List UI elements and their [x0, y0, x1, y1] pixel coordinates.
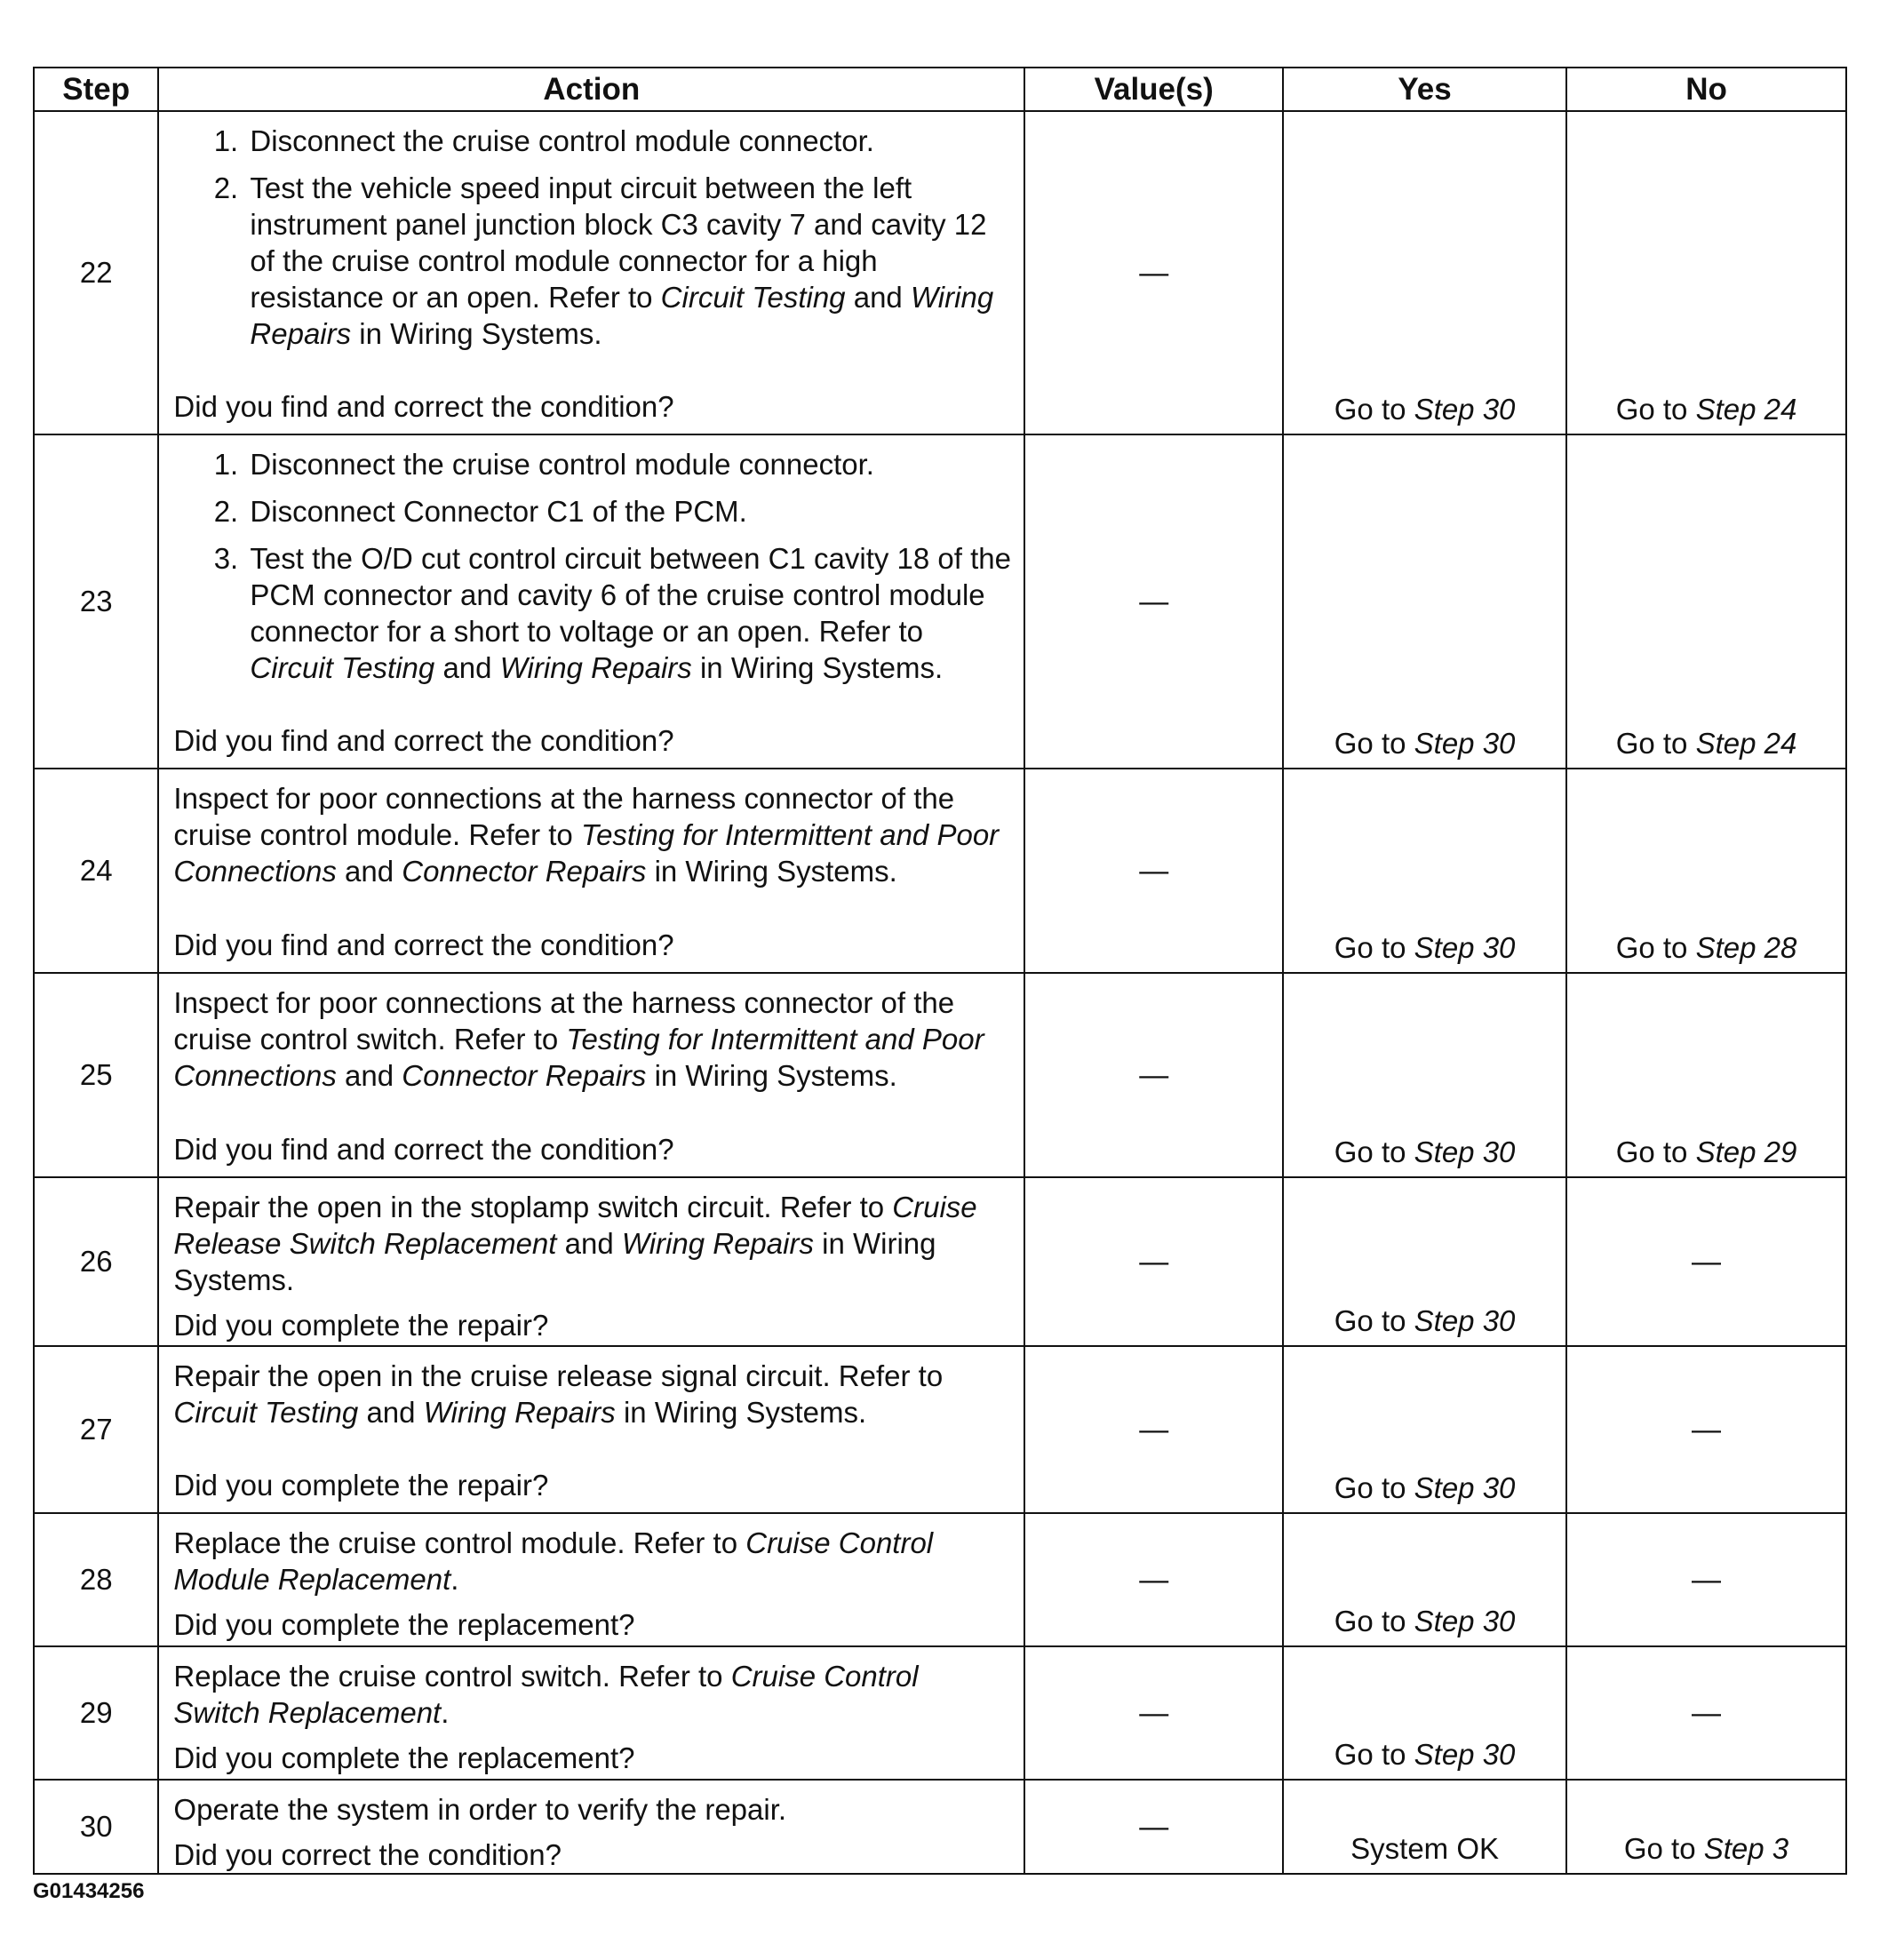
yes-text: Go to — [1334, 727, 1414, 760]
yes-cell — [1283, 434, 1566, 769]
action-cell — [158, 1177, 1024, 1346]
reference-link-text: Circuit Testing — [173, 1396, 359, 1429]
no-step-link[interactable]: Step 24 — [1695, 727, 1797, 760]
yes-cell — [1283, 1177, 1566, 1346]
action-question: Did you find and correct the condition? — [173, 724, 674, 757]
value-cell: — — [1024, 973, 1283, 1177]
yes-text: System OK — [1350, 1832, 1500, 1865]
step-number: 26 — [34, 1177, 158, 1346]
action-text: . — [441, 1696, 450, 1729]
table-row — [34, 1177, 1846, 1346]
no-cell — [1566, 1780, 1846, 1874]
no-text: Go to — [1615, 931, 1696, 964]
action-step-item — [246, 493, 1011, 530]
action-text: Repair the open in the cruise release signal circuit. Refer to — [173, 1359, 944, 1392]
action-steps-list — [173, 446, 1011, 686]
table-row — [34, 769, 1846, 973]
action-body — [173, 1658, 1011, 1731]
no-text: Go to — [1615, 1135, 1696, 1168]
no-step-link[interactable]: Step 3 — [1703, 1832, 1789, 1865]
action-cell — [158, 769, 1024, 973]
header-step: Step — [34, 68, 158, 111]
no-cell — [1566, 111, 1846, 434]
action-text: Inspect for poor connections at the harness connector of the cruise control switch. Refer to — [173, 986, 955, 1056]
action-text: in Wiring Systems. — [173, 1227, 936, 1296]
yes-text: Go to — [1334, 1738, 1414, 1771]
action-text: and — [358, 1396, 424, 1429]
reference-link-text: Wiring Repairs — [621, 1227, 814, 1260]
yes-cell — [1283, 1513, 1566, 1646]
action-step-item — [246, 170, 1011, 352]
table-row — [34, 973, 1846, 1177]
step-number: 30 — [34, 1780, 158, 1874]
step-number: 27 — [34, 1346, 158, 1513]
action-question: Did you complete the repair? — [173, 1469, 549, 1502]
step-number: 23 — [34, 434, 158, 769]
table-row — [34, 1513, 1846, 1646]
reference-link-text: Wiring Repairs — [423, 1396, 616, 1429]
action-cell — [158, 1346, 1024, 1513]
yes-text: Go to — [1334, 931, 1414, 964]
action-question: Did you find and correct the condition? — [173, 928, 674, 961]
action-text: in Wiring Systems. — [615, 1396, 867, 1429]
value-cell: — — [1024, 1780, 1283, 1874]
table-row — [34, 434, 1846, 769]
yes-cell — [1283, 769, 1566, 973]
action-text: and — [845, 281, 911, 314]
reference-link-text: Cruise Control Module Replacement — [173, 1526, 934, 1596]
no-cell-dash: — — [1566, 1513, 1846, 1646]
action-step-item — [246, 446, 1011, 482]
action-text: and — [336, 855, 402, 888]
action-step-item — [246, 540, 1011, 686]
action-steps-list — [173, 123, 1011, 352]
action-cell — [158, 1513, 1024, 1646]
no-text: Go to — [1615, 727, 1696, 760]
reference-link-text: Cruise Release Switch Replacement — [173, 1191, 977, 1260]
yes-text: Go to — [1334, 393, 1414, 426]
value-cell: — — [1024, 1346, 1283, 1513]
yes-step-link[interactable]: Step 30 — [1414, 931, 1516, 964]
action-text: and — [336, 1059, 402, 1092]
action-question: Did you find and correct the condition? — [173, 390, 674, 423]
action-body — [173, 1358, 1011, 1430]
step-number: 22 — [34, 111, 158, 434]
value-cell: — — [1024, 111, 1283, 434]
no-text: Go to — [1623, 1832, 1704, 1865]
header-yes: Yes — [1283, 68, 1566, 111]
table-body — [34, 111, 1846, 1874]
reference-link-text: Connector Repairs — [402, 1059, 647, 1092]
no-text: Go to — [1615, 393, 1696, 426]
action-cell — [158, 1646, 1024, 1780]
action-text: Test the O/D cut control circuit between C1 cavity 18 of the PCM connector and cavity 6 of the cruise control module connector for a short to voltage or an open. Refer to — [250, 542, 1011, 648]
reference-link-text: Circuit Testing — [250, 651, 435, 684]
table-row — [34, 111, 1846, 434]
yes-cell — [1283, 973, 1566, 1177]
action-cell — [158, 973, 1024, 1177]
action-body — [173, 780, 1011, 889]
no-cell-dash: — — [1566, 1177, 1846, 1346]
step-number: 29 — [34, 1646, 158, 1780]
no-cell — [1566, 769, 1846, 973]
yes-text: Go to — [1334, 1471, 1414, 1504]
yes-cell — [1283, 111, 1566, 434]
yes-text: Go to — [1334, 1304, 1414, 1337]
action-text: in Wiring Systems. — [646, 1059, 897, 1092]
reference-link-text: Testing for Intermittent and Poor Connections — [173, 818, 1000, 888]
yes-text: Go to — [1334, 1605, 1414, 1637]
yes-step-link[interactable]: Step 30 — [1414, 727, 1516, 760]
action-text: Test the vehicle speed input circuit between the left instrument panel junction block C3 cavity 7 and cavity 12 of the cruise control module connector for a high resistance or an open. Refer to — [250, 171, 987, 314]
reference-link-text: Wiring Repairs — [250, 281, 994, 350]
no-cell — [1566, 973, 1846, 1177]
header-action: Action — [158, 68, 1024, 111]
action-text: Disconnect the cruise control module connector. — [250, 448, 874, 481]
table-row — [34, 1646, 1846, 1780]
yes-text: Go to — [1334, 1135, 1414, 1168]
action-body — [173, 1791, 1011, 1828]
action-step-item — [246, 123, 1011, 159]
yes-step-link[interactable]: Step 30 — [1414, 1605, 1516, 1637]
action-text: in Wiring Systems. — [646, 855, 897, 888]
action-text: Operate the system in order to verify the repair. — [173, 1793, 787, 1826]
header-no: No — [1566, 68, 1846, 111]
action-question: Did you find and correct the condition? — [173, 1133, 674, 1166]
yes-step-link[interactable]: Step 30 — [1414, 1304, 1516, 1337]
value-cell: — — [1024, 769, 1283, 973]
no-step-link[interactable]: Step 29 — [1695, 1135, 1797, 1168]
action-body — [173, 984, 1011, 1094]
yes-step-link[interactable]: Step 30 — [1414, 1135, 1516, 1168]
header-row — [34, 68, 1846, 111]
action-question: Did you correct the condition? — [173, 1838, 562, 1871]
yes-step-link[interactable]: Step 30 — [1414, 1738, 1516, 1771]
action-question: Did you complete the repair? — [173, 1309, 549, 1342]
reference-link-text: Wiring Repairs — [499, 651, 692, 684]
table-row — [34, 1780, 1846, 1874]
no-cell-dash: — — [1566, 1646, 1846, 1780]
no-cell-dash: — — [1566, 1346, 1846, 1513]
action-text: Replace the cruise control module. Refer to — [173, 1526, 746, 1559]
action-cell — [158, 111, 1024, 434]
value-cell: — — [1024, 434, 1283, 769]
action-text: in Wiring Systems. — [691, 651, 944, 684]
action-cell — [158, 434, 1024, 769]
action-body — [173, 1525, 1011, 1597]
reference-link-text: Testing for Intermittent and Poor Connections — [173, 1023, 984, 1092]
action-text: Replace the cruise control switch. Refer to — [173, 1660, 731, 1693]
action-text: Disconnect Connector C1 of the PCM. — [250, 495, 747, 528]
action-text: Disconnect the cruise control module connector. — [250, 124, 874, 157]
action-cell — [158, 1780, 1024, 1874]
value-cell: — — [1024, 1646, 1283, 1780]
value-cell: — — [1024, 1513, 1283, 1646]
action-text: and — [556, 1227, 622, 1260]
reference-link-text: Connector Repairs — [402, 855, 647, 888]
yes-cell — [1283, 1646, 1566, 1780]
yes-step-link[interactable]: Step 30 — [1414, 1471, 1516, 1504]
reference-link-text: Cruise Control Switch Replacement — [173, 1660, 919, 1729]
action-text: and — [434, 651, 500, 684]
table-row — [34, 1346, 1846, 1513]
no-cell — [1566, 434, 1846, 769]
yes-step-link[interactable]: Step 30 — [1414, 393, 1516, 426]
no-step-link[interactable]: Step 28 — [1695, 931, 1797, 964]
figure-id: G01434256 — [33, 1879, 145, 1903]
reference-link-text: Circuit Testing — [660, 281, 846, 314]
diagnostic-table — [33, 67, 1847, 1875]
yes-cell — [1283, 1346, 1566, 1513]
header-values: Value(s) — [1024, 68, 1283, 111]
action-body — [173, 1189, 1011, 1298]
action-text: in Wiring Systems. — [351, 317, 602, 350]
step-number: 24 — [34, 769, 158, 973]
yes-cell — [1283, 1780, 1566, 1874]
action-text: Repair the open in the stoplamp switch circuit. Refer to — [173, 1191, 893, 1223]
step-number: 28 — [34, 1513, 158, 1646]
action-text: . — [450, 1563, 459, 1596]
step-number: 25 — [34, 973, 158, 1177]
action-text: Inspect for poor connections at the harness connector of the cruise control module. Refer to — [173, 782, 955, 851]
value-cell: — — [1024, 1177, 1283, 1346]
no-step-link[interactable]: Step 24 — [1695, 393, 1797, 426]
action-question: Did you complete the replacement? — [173, 1608, 635, 1641]
action-question: Did you complete the replacement? — [173, 1741, 635, 1774]
